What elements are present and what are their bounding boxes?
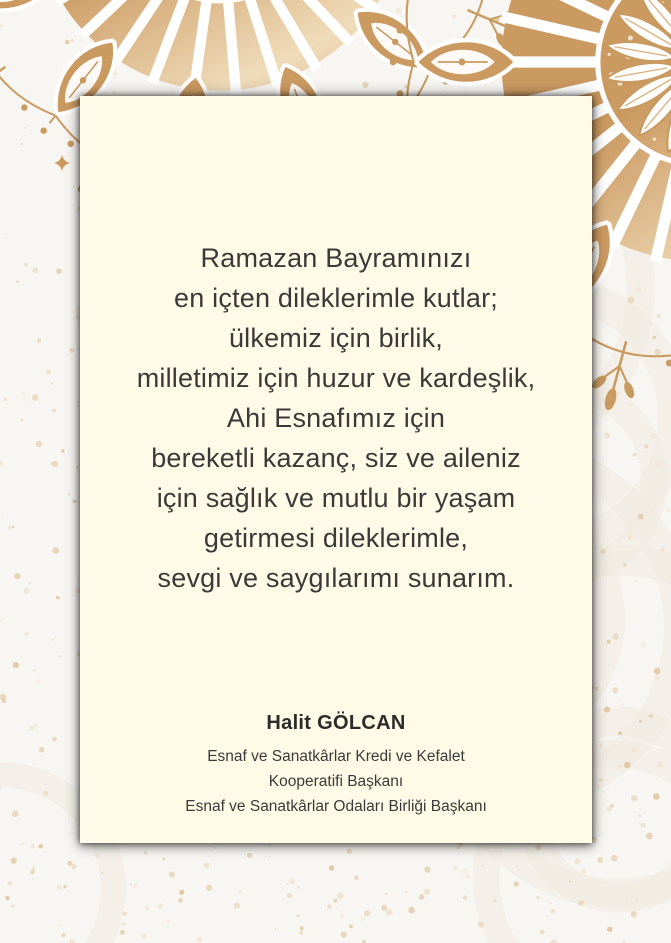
signature-title-line: Esnaf ve Sanatkârlar Kredi ve Kefalet	[207, 748, 465, 765]
signature-title-line: Kooperatifi Başkanı	[268, 773, 404, 790]
greeting-line: bereketli kazanç, siz ve aileniz	[151, 443, 521, 473]
greeting-line: Ahi Esnafımız için	[226, 403, 446, 433]
greeting-line: milletimiz için huzur ve kardeşlik,	[136, 363, 536, 393]
signature-block	[80, 710, 592, 819]
greeting-line: sevgi ve saygılarımı sunarım.	[157, 563, 515, 593]
greeting-line: için sağlık ve mutlu bir yaşam	[156, 483, 516, 513]
greeting-line: en içten dileklerimle kutlar;	[174, 283, 498, 313]
greeting-card	[80, 96, 592, 843]
greeting-line: getirmesi dileklerimle,	[203, 523, 469, 553]
signature-title-line: Esnaf ve Sanatkârlar Odaları Birliği Başkanı	[185, 798, 487, 815]
greeting-line: ülkemiz için birlik,	[228, 323, 444, 353]
signature-titles	[80, 744, 592, 819]
signature-name: Halit GÖLCAN	[266, 712, 406, 734]
greeting-text	[80, 238, 592, 598]
greeting-line: Ramazan Bayramınızı	[200, 243, 472, 273]
